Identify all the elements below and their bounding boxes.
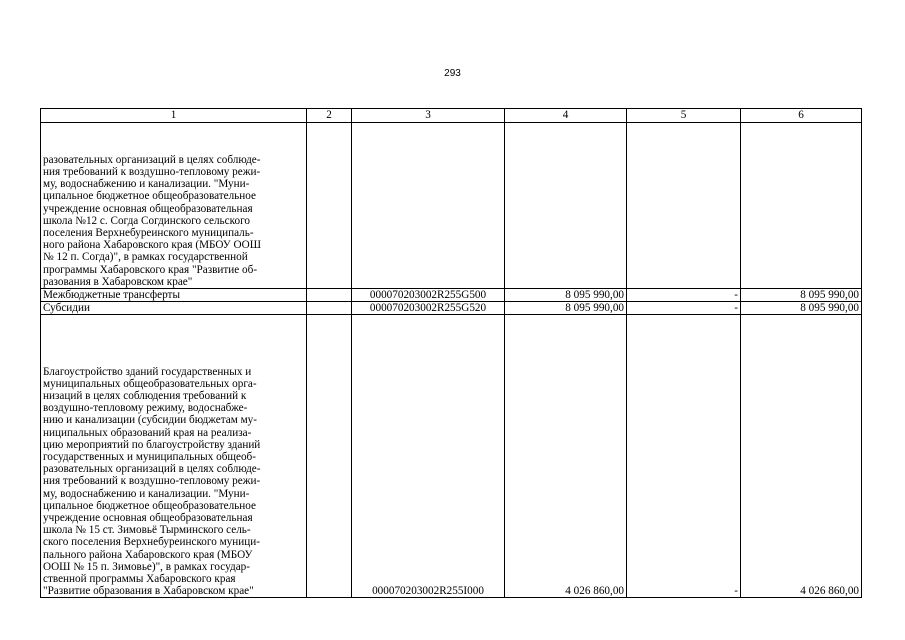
change-cell: - [627,302,741,315]
table-row [41,302,862,315]
amount-cell: 8 095 990,00 [505,302,627,315]
cell-col2 [307,123,352,289]
description-cell [41,123,307,289]
total-cell: 8 095 990,00 [741,302,862,315]
total-cell [741,123,862,289]
code-cell [352,123,505,289]
change-cell: - [627,289,741,302]
column-header: 1 [41,109,307,123]
column-header: 3 [352,109,505,123]
table-row [41,289,862,302]
code-cell: 000070203002R255G500 [352,289,505,302]
table-row [41,315,862,598]
total-cell: 4 026 860,00 [741,315,862,598]
description-cell: Субсидии [41,302,307,315]
column-header: 4 [505,109,627,123]
table-row [41,123,862,289]
cell-col2 [307,302,352,315]
description-text: Благоустройство зданий государственных и муниципальных общеобразовательных орга- низаций в целях соблюдения требований к воздушно-тепловому режиму, водоснабже- нию и канализации (субсидии бюджетам му- ниципальных образований края на реализа- цию мероприятий по благоустройству зданий государственных и муниципальных общеоб- разовательных организаций в целях соблюде- ния требований к воздушно-тепловому режи- му, водоснабжению и канализации. "Муни- ципальное бюджетное общеобразовательное учреждение основная общеобразовательная школа № 15 ст. Зимовьё Тырминского сель- ского поселения Верхнебуреинского муници- пального района Хабаровского края (МБОУ ООШ № 15 п. Зимовье)", в рамках государ- ственной программы Хабаровского края "Развитие образования в Хабаровском крае" [43,365,261,598]
description-cell [41,315,307,598]
budget-table [40,108,862,598]
cell-col2 [307,289,352,302]
column-header: 6 [741,109,862,123]
code-cell: 000070203002R255I000 [352,315,505,598]
code-cell: 000070203002R255G520 [352,302,505,315]
page-number: 293 [444,68,461,79]
amount-cell: 4 026 860,00 [505,315,627,598]
change-cell: - [627,315,741,598]
amount-cell [505,123,627,289]
description-text: разовательных организаций в целях соблюде- ния требований к воздушно-тепловому режи- му, водоснабжению и канализации. "Муни- ципальное бюджетное общеобразовательное учреждение основная общеобразовательная школа №12 с. Согда Согдинского сельского поселения Верхнебуреинского муниципаль- ного района Хабаровского края (МБОУ ООШ № 12 п. Согда)", в рамках государственной программы Хабаровского края "Развитие об- разования в Хабаровском крае" [43,153,261,288]
cell-col2 [307,315,352,598]
column-header: 2 [307,109,352,123]
change-cell [627,123,741,289]
column-header: 5 [627,109,741,123]
total-cell: 8 095 990,00 [741,289,862,302]
amount-cell: 8 095 990,00 [505,289,627,302]
description-cell: Межбюджетные трансферты [41,289,307,302]
table-header-row [41,109,862,123]
